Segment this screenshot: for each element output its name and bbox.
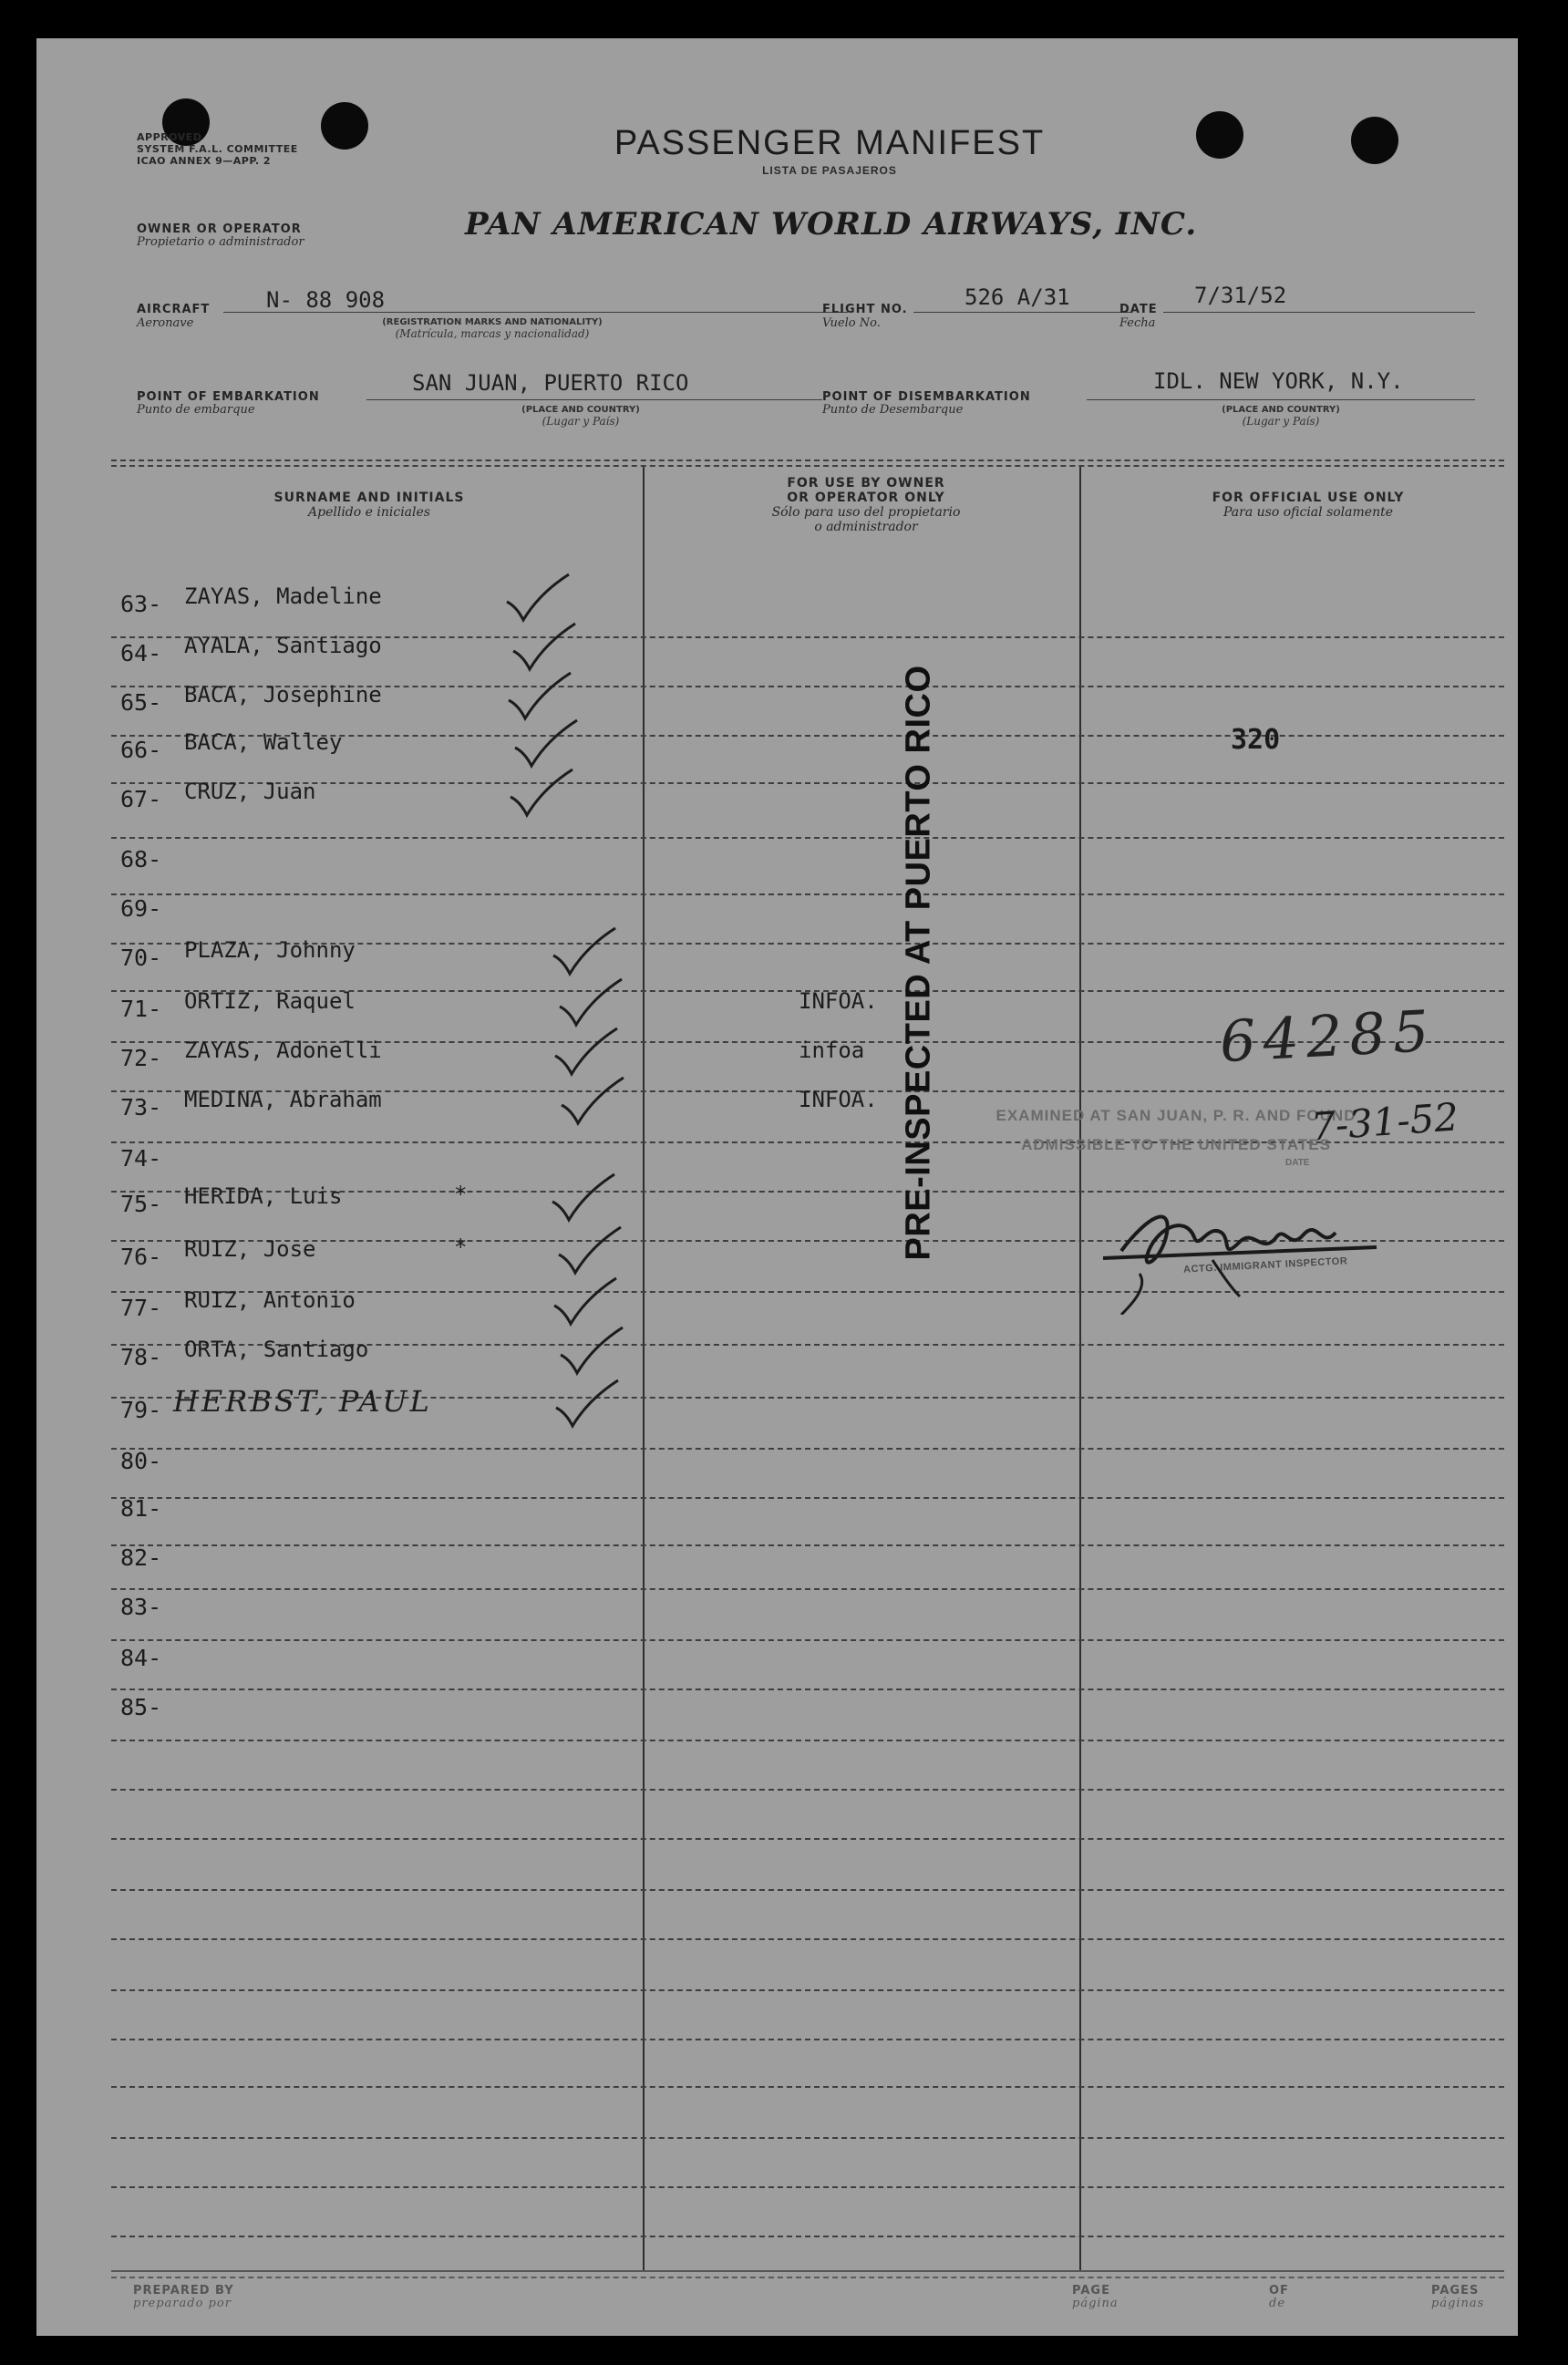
passenger-name: BACA, Walley (184, 729, 343, 755)
passenger-name: MEDINA, Abraham (184, 1087, 382, 1112)
pre-inspected-stamp: PRE-INSPECTED AT PUERTO RICO (899, 665, 938, 1261)
owner-value: PAN AMERICAN WORLD AIRWAYS, INC. (465, 206, 1198, 243)
page-subtitle: LISTA DE PASAJEROS (762, 164, 897, 177)
inspector-signature (1085, 1187, 1477, 1315)
passenger-name: CRUZ, Juan (184, 779, 316, 804)
row-number: 63- (120, 591, 162, 617)
row-number: 80- (120, 1448, 162, 1474)
flight-no-label-es: Vuelo No. (822, 316, 881, 330)
check-mark-icon (549, 1275, 622, 1329)
passenger-name: AYALA, Santiago (184, 633, 382, 658)
row-number: 76- (120, 1244, 162, 1270)
row-number: 83- (120, 1594, 162, 1620)
row-number: 77- (120, 1295, 162, 1321)
passenger-name: RUIZ, Jose (184, 1236, 316, 1262)
check-mark-icon (508, 620, 581, 675)
embark-place-note: (PLACE AND COUNTRY) (Lugar y País) (521, 405, 640, 428)
passenger-name: HERIDA, Luis (184, 1183, 343, 1209)
row-number: 74- (120, 1145, 162, 1172)
check-mark-icon (510, 717, 583, 771)
passenger-name: ZAYAS, Madeline (184, 584, 382, 609)
page-title: PASSENGER MANIFEST (614, 124, 1046, 162)
row-number: 68- (120, 846, 162, 873)
approval-line: SYSTEM F.A.L. COMMITTEE (137, 143, 298, 155)
row-number: 67- (120, 786, 162, 812)
passenger-mark: * (454, 1234, 468, 1260)
row-number: 71- (120, 996, 162, 1022)
date-label-es: Fecha (1119, 316, 1156, 330)
passenger-name: PLAZA, Johnny (184, 937, 356, 963)
pages-label: PAGES páginas (1431, 2284, 1485, 2310)
row-number: 69- (120, 895, 162, 922)
row-number: 70- (120, 945, 162, 971)
owner-label: OWNER OR OPERATOR (137, 222, 302, 236)
handwritten-number: 64285 (1218, 997, 1438, 1076)
official-number: 320 (1231, 724, 1281, 756)
check-mark-icon (547, 1171, 620, 1225)
page-label: PAGE página (1072, 2284, 1119, 2310)
disembark-label-es: Punto de Desembarque (822, 403, 964, 417)
row-number: 66- (120, 737, 162, 763)
flight-no-label: FLIGHT NO. (822, 303, 908, 316)
passenger-name: RUIZ, Antonio (184, 1287, 356, 1313)
passenger-name: BACA, Josephine (184, 682, 382, 707)
row-number: 78- (120, 1344, 162, 1370)
passenger-name: ORTA, Santiago (184, 1337, 369, 1362)
aircraft-value: N- 88 908 (266, 287, 386, 313)
row-number: 65- (120, 689, 162, 716)
check-mark-icon (503, 669, 576, 724)
disembark-label: POINT OF DISEMBARKATION (822, 390, 1031, 404)
registration-note: (REGISTRATION MARKS AND NATIONALITY) (Matrícula, marcas y nacionalidad) (382, 317, 603, 340)
aircraft-label: AIRCRAFT (137, 303, 211, 316)
embark-value: SAN JUAN, PUERTO RICO (412, 370, 689, 396)
approval-line: APPROVED (137, 131, 202, 143)
passenger-name: ORTIZ, Raquel (184, 988, 356, 1014)
passenger-name: ZAYAS, Adonelli (184, 1038, 382, 1063)
passenger-mark: * (454, 1182, 468, 1207)
disembark-value: IDL. NEW YORK, N.Y. (1153, 368, 1404, 394)
row-number: 64- (120, 640, 162, 666)
row-number: 84- (120, 1645, 162, 1671)
row-number: 79- (120, 1397, 162, 1423)
of-label: OF de (1269, 2284, 1289, 2310)
row-number: 82- (120, 1544, 162, 1571)
row-number: 73- (120, 1094, 162, 1121)
passenger-name: HERBST, PAUL (173, 1384, 432, 1419)
owner-note: INFOA. (799, 988, 878, 1014)
check-mark-icon (554, 976, 627, 1030)
disembark-place-note: (PLACE AND COUNTRY) (Lugar y País) (1222, 405, 1340, 428)
col-official-use-header: FOR OFFICIAL USE ONLY Para uso oficial solamente (1212, 491, 1405, 520)
check-mark-icon (555, 1324, 628, 1379)
check-mark-icon (553, 1224, 626, 1278)
col-owner-use-header: FOR USE BY OWNER OR OPERATOR ONLY Sólo para uso del propietario o administrador (771, 476, 961, 534)
row-number: 75- (120, 1191, 162, 1217)
aircraft-label-es: Aeronave (137, 316, 194, 330)
flight-no-value: 526 A/31 (965, 284, 1070, 310)
check-mark-icon (550, 1025, 623, 1079)
col-surname-header: SURNAME AND INITIALS Apellido e iniciales (273, 491, 465, 520)
approval-line: ICAO ANNEX 9—APP. 2 (137, 155, 272, 167)
embark-label-es: Punto de embarque (137, 403, 255, 417)
row-number: 81- (120, 1495, 162, 1522)
owner-note: infoa (799, 1038, 865, 1063)
check-mark-icon (548, 924, 621, 979)
prepared-by-label: PREPARED BY preparado por (133, 2284, 234, 2310)
inspector-label: ACTG. IMMIGRANT INSPECTOR (1182, 1255, 1348, 1275)
embark-label: POINT OF EMBARKATION (137, 390, 320, 404)
date-value: 7/31/52 (1194, 283, 1287, 308)
check-mark-icon (551, 1377, 624, 1431)
check-mark-icon (501, 571, 574, 625)
check-mark-icon (556, 1074, 629, 1129)
manifest-sheet (36, 38, 1518, 2336)
row-number: 72- (120, 1045, 162, 1071)
owner-note: INFOA. (799, 1087, 878, 1112)
date-label: DATE (1119, 303, 1158, 316)
examined-stamp: EXAMINED AT SAN JUAN, P. R. AND FOUND ADMISSIBLE TO THE UNITED STATES DATE (995, 1107, 1357, 1168)
owner-label-es: Propietario o administrador (137, 235, 304, 249)
examined-date: 7-31-52 (1309, 1094, 1460, 1150)
check-mark-icon (505, 766, 578, 821)
row-number: 85- (120, 1694, 162, 1720)
